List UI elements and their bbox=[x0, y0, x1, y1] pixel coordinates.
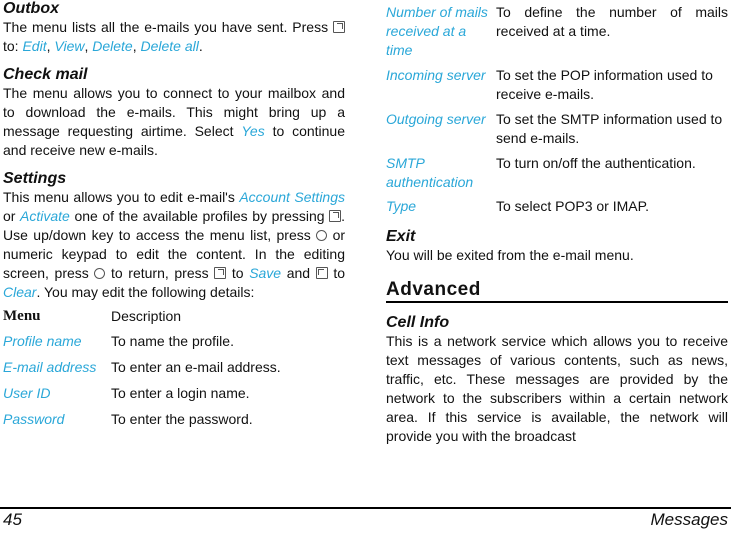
table-cell-desc: To set the POP information used to receive e-mails. bbox=[496, 67, 713, 102]
table-header-row bbox=[3, 308, 345, 333]
outbox-paragraph bbox=[3, 18, 345, 56]
table-row bbox=[386, 66, 728, 110]
table-cell-desc: To define the number of mails received at a time. bbox=[496, 4, 728, 39]
check-mail-paragraph bbox=[3, 84, 345, 160]
table-row bbox=[386, 3, 728, 66]
table-row bbox=[3, 359, 345, 385]
table-cell-menu: User ID bbox=[3, 385, 51, 401]
settings-text: . You may edit the following details: bbox=[36, 284, 255, 300]
settings-text: and bbox=[286, 265, 311, 281]
settings-table bbox=[3, 308, 345, 437]
outbox-heading: Outbox bbox=[3, 0, 59, 17]
left-column bbox=[3, 0, 345, 437]
exit-paragraph: You will be exited from the e-mail menu. bbox=[386, 247, 634, 263]
option-delete-all: Delete all bbox=[140, 38, 199, 54]
cell-info-section bbox=[386, 314, 728, 446]
settings-heading: Settings bbox=[3, 170, 67, 187]
advanced-heading: Advanced bbox=[386, 279, 481, 300]
period: . bbox=[198, 38, 203, 54]
footer-rule bbox=[0, 507, 731, 509]
check-mail-text: The menu allows you to connect to your mailbox and to download the e-mails. This might bring up a message requesting airtime. Select bbox=[3, 85, 345, 139]
check-mail-text-2: to continue and receive new e-mails. bbox=[3, 123, 346, 158]
option-account-settings: Account Settings bbox=[239, 189, 345, 205]
right-softkey-icon bbox=[214, 267, 226, 279]
sep: , bbox=[132, 38, 137, 54]
outbox-text: The menu lists all the e-mails you have sent. Press bbox=[3, 19, 329, 35]
table-cell-desc: To enter an e-mail address. bbox=[111, 359, 281, 375]
table-cell-menu: Incoming server bbox=[386, 67, 486, 83]
right-column bbox=[386, 0, 728, 301]
table-row bbox=[386, 154, 728, 198]
table-cell-menu: Type bbox=[386, 198, 417, 214]
settings-table-continued bbox=[386, 3, 728, 224]
table-row bbox=[3, 411, 345, 437]
table-cell-desc: To set the SMTP information used to send e-mails. bbox=[496, 111, 723, 146]
cell-info-paragraph: This is a network service which allows you to receive text messages of various contents, such as news, traffic, etc. These messages are provided by the network to the subscribers within a certain network area. If this service is available, the network will provide you with the broadcast bbox=[386, 333, 728, 444]
exit-heading: Exit bbox=[386, 228, 416, 245]
settings-text: to bbox=[333, 265, 346, 281]
sep: , bbox=[46, 38, 51, 54]
settings-text: or bbox=[3, 208, 16, 224]
table-header-description: Description bbox=[111, 308, 182, 324]
settings-text: This menu allows you to edit e-mail's bbox=[3, 189, 235, 205]
section-title: Messages bbox=[650, 510, 728, 529]
sep: , bbox=[84, 38, 89, 54]
page-number: 45 bbox=[3, 510, 22, 529]
table-cell-menu: Number of mails received at a time bbox=[386, 4, 488, 58]
check-mail-heading: Check mail bbox=[3, 66, 88, 83]
table-cell-menu: Profile name bbox=[3, 333, 82, 349]
table-cell-desc: To turn on/off the authentication. bbox=[496, 155, 696, 171]
table-row bbox=[386, 198, 728, 224]
left-softkey-icon bbox=[316, 267, 328, 279]
table-cell-desc: To name the profile. bbox=[111, 333, 234, 349]
table-row bbox=[3, 333, 345, 359]
ok-key-icon bbox=[94, 268, 105, 279]
table-cell-menu: Outgoing server bbox=[386, 111, 486, 127]
option-clear: Clear bbox=[3, 284, 37, 300]
settings-text: or numeric keypad to edit the content. In the editing screen, press bbox=[3, 227, 346, 281]
right-softkey-icon bbox=[333, 21, 345, 33]
right-softkey-icon bbox=[329, 210, 341, 222]
ok-key-icon bbox=[316, 230, 327, 241]
settings-text: . Use up/down key to access the menu list, press bbox=[3, 208, 346, 243]
advanced-rule bbox=[386, 301, 728, 303]
table-cell-desc: To select POP3 or IMAP. bbox=[496, 198, 650, 214]
option-yes: Yes bbox=[241, 123, 265, 139]
table-header-menu: Menu bbox=[3, 308, 41, 324]
table-cell-menu: Password bbox=[3, 411, 65, 427]
table-row bbox=[3, 385, 345, 411]
option-save: Save bbox=[249, 265, 282, 281]
option-activate: Activate bbox=[20, 208, 70, 224]
table-cell-desc: To enter the password. bbox=[111, 411, 253, 427]
settings-text: one of the available profiles by pressing bbox=[74, 208, 325, 224]
option-view: View bbox=[54, 38, 85, 54]
settings-paragraph bbox=[3, 188, 345, 302]
settings-text: to return, press bbox=[111, 265, 209, 281]
option-edit: Edit bbox=[22, 38, 47, 54]
table-row bbox=[386, 110, 728, 154]
settings-text: to bbox=[231, 265, 244, 281]
outbox-text-2: to: bbox=[3, 38, 19, 54]
option-delete: Delete bbox=[92, 38, 133, 54]
table-cell-desc: To enter a login name. bbox=[111, 385, 250, 401]
cell-info-heading: Cell Info bbox=[386, 314, 450, 331]
table-cell-menu: E-mail address bbox=[3, 359, 97, 375]
table-cell-menu: SMTP authentication bbox=[386, 155, 474, 190]
